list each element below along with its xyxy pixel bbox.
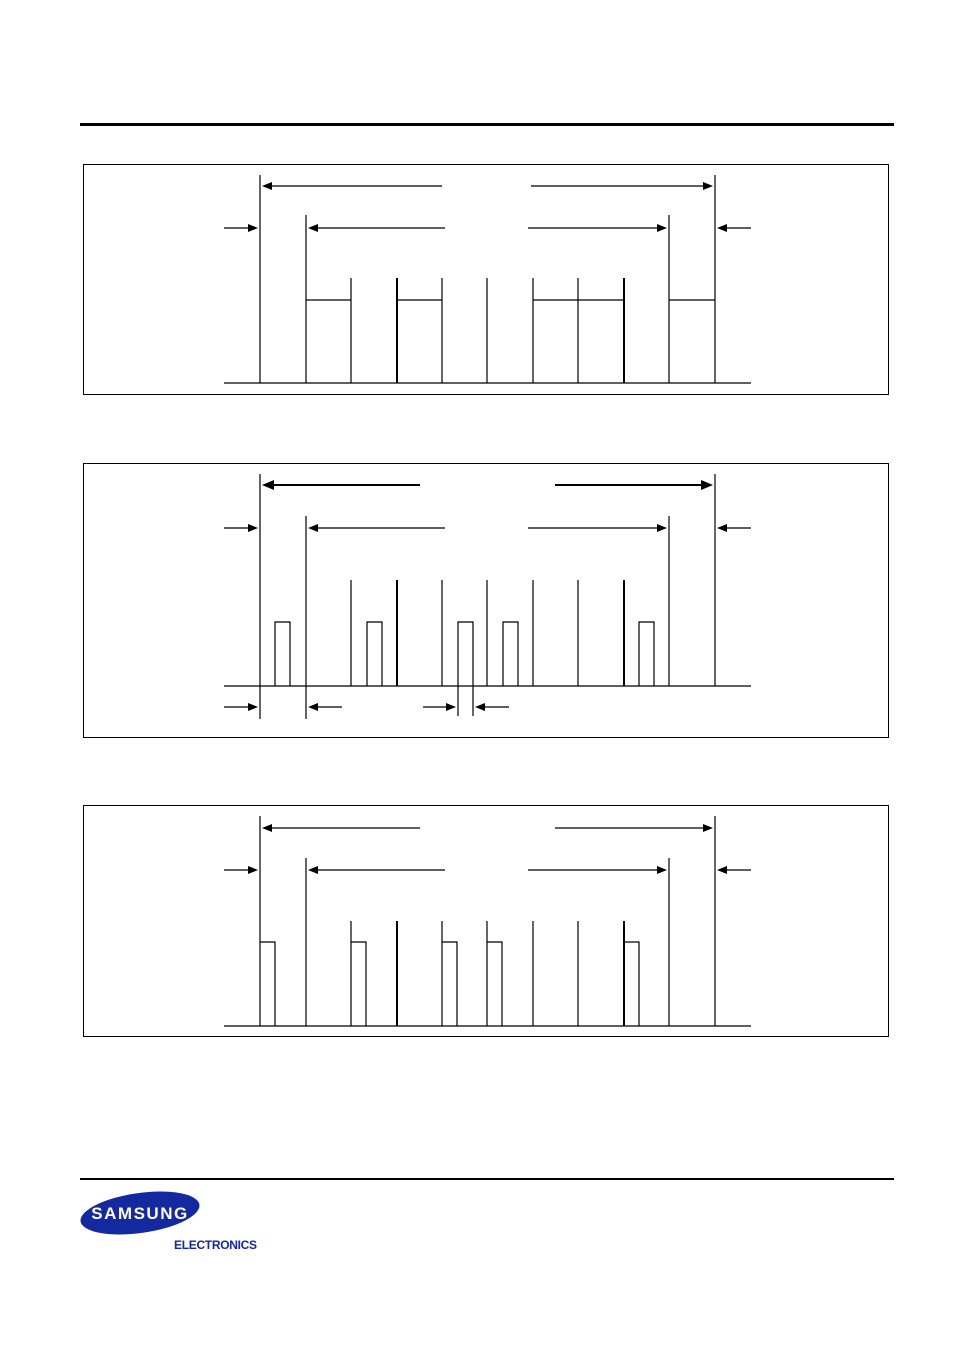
logo-wordmark: SAMSUNG (91, 1204, 189, 1223)
pulse (367, 622, 382, 686)
timing-diagram-3-svg (84, 806, 890, 1038)
footer-rule (80, 1178, 894, 1180)
timing-diagram-1-svg (84, 165, 890, 396)
pulse (639, 622, 654, 686)
timing-diagram-1 (83, 164, 889, 395)
pulse (487, 942, 502, 1026)
timing-diagram-2-svg (84, 464, 890, 739)
logo-division: ELECTRONICS (174, 1238, 257, 1252)
header-rule (80, 123, 894, 126)
timing-diagram-3 (83, 805, 889, 1037)
pulse (458, 622, 473, 716)
samsung-logo (80, 1190, 260, 1256)
timing-diagram-2 (83, 463, 889, 738)
pulse (351, 942, 366, 1026)
pulse (275, 622, 290, 686)
pulse (503, 622, 518, 686)
samsung-logo-svg (80, 1190, 260, 1256)
pulse (442, 942, 457, 1026)
pulse (624, 942, 639, 1026)
pulse (260, 942, 275, 1026)
